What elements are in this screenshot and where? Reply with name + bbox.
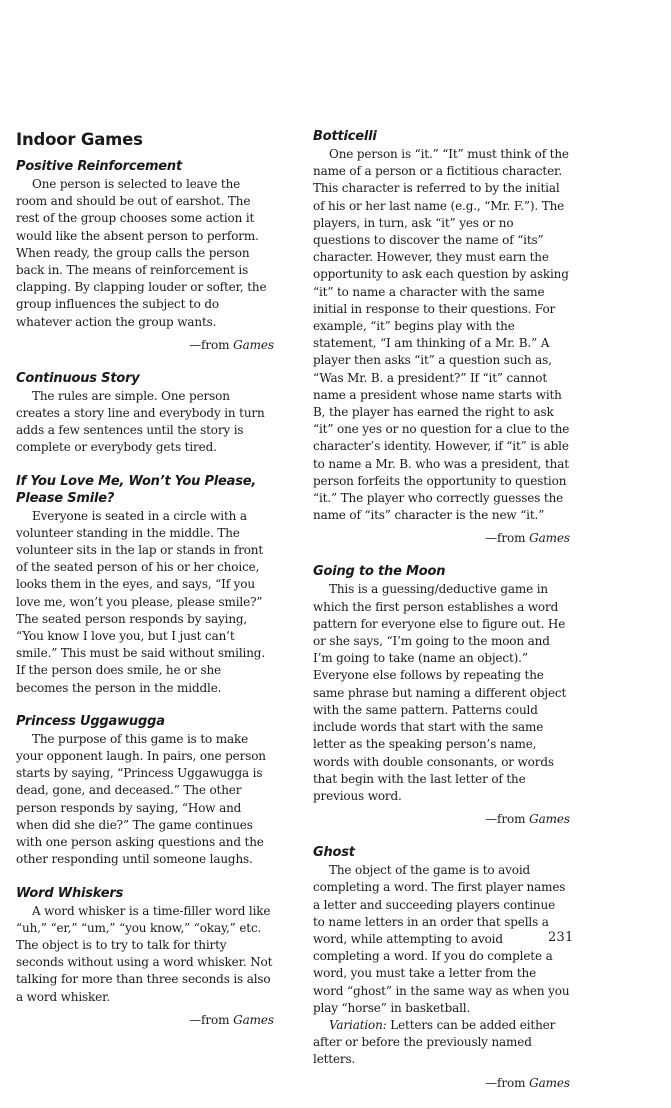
credit-prefix: —from (189, 337, 234, 352)
game-description: One person is selected to leave the room and should be out of earshot. The rest of the group chooses some action it would like the absent person to perform. When ready, the group calls the person back in. The means of reinforcement is clapping. By clapping louder or softer, the group influences the subject to do whatever action the group wants. (16, 177, 267, 329)
game-word-whiskers (16, 885, 274, 1029)
game-credit (313, 530, 570, 547)
credit-prefix: —from (485, 1075, 530, 1090)
game-description: This is a guessing/deductive game in which the first person establishes a word pattern for everyone else to figure out. He or she says, “I’m going to the moon and I’m going to take (name an object).” Everyone else follows by repeating the same phrase but naming a different object with the same pattern. Patterns could include words that start with the same letter as the speaking person’s name, words with double consonants, or words that begin with the last letter of the previous word. (313, 582, 567, 803)
game-princess-uggawugga (16, 713, 274, 869)
credit-source: Games (233, 1012, 274, 1027)
game-title: Positive Reinforcement (16, 159, 182, 174)
variation-text: Letters can be added either after or before the previously named letters. (313, 1017, 556, 1067)
game-description: The rules are simple. One person creates a story line and everybody in turn adds a few sentences until the story is complete or everybody gets tired. (16, 388, 265, 455)
game-title: Continuous Story (16, 370, 140, 386)
credit-source: Games (529, 812, 570, 827)
game-title: Princess Uggawugga (16, 713, 165, 729)
game-credit (16, 337, 274, 354)
game-title: Ghost (313, 845, 355, 861)
game-description: A word whisker is a time-filler word like “uh,” “er,” “um,” “you know,” “okay,” etc. The object is to try to talk for thirty seconds without using a word whisker. Not talking for more than three seconds is also a word whisker. (16, 903, 273, 1004)
game-title: Going to the Moon (313, 564, 446, 580)
game-credit (313, 1075, 570, 1092)
game-continuous-story (16, 370, 274, 457)
game-positive-reinforcement (16, 158, 274, 354)
game-title: Botticelli (313, 129, 377, 144)
game-credit (16, 1012, 274, 1029)
game-if-you-love-me (16, 473, 274, 697)
credit-prefix: —from (485, 812, 530, 827)
game-description: One person is “it.” “It” must think of the name of a person or a fictitious character. This character is referred to by the initial of his or her last name (e.g., “Mr. F.”). The players, in turn, ask “it” yes or no questions to discover the name of “its” character. However, they must earn the opportunity to ask each question by asking “it” to name a character with the same initial in response to their questions. For example, “it” begins play with the statement, “I am thinking of a Mr. B.” A player then asks “it” a question such as, “Was Mr. B. a president?” If “it” cannot name a president whose name starts with B, the player has earned the right to ask “it” one yes or no question for a clue to the character’s identity. However, if “it” is able to name a Mr. B. who was a president, that person forfeits the opportunity to question “it.” The player who correctly guesses the name of “its” character is the new “it.” (313, 147, 570, 523)
game-going-to-the-moon (313, 563, 570, 828)
page-number: 231 (548, 930, 574, 945)
game-credit (313, 811, 570, 828)
credit-source: Games (529, 1075, 570, 1090)
game-botticelli (313, 128, 570, 547)
game-variation (313, 1017, 570, 1069)
game-title: Word Whiskers (16, 885, 124, 901)
credit-prefix: —from (485, 531, 530, 546)
left-column (16, 122, 274, 1045)
credit-source: Games (529, 531, 570, 546)
game-ghost (313, 844, 570, 1091)
game-description: Everyone is seated in a circle with a volunteer standing in the middle. The volunteer sits in the lap or stands in front of the seated person of his or her choice, looks them in the eyes, and says, “If you love me, won’t you please, please smile?” The seated person responds by saying, “You know I love you, but I just can’t smile.” This must be said without smiling. If the person does smile, he or she becomes the person in the middle. (16, 508, 265, 695)
section-title: Indoor Games (16, 130, 143, 149)
game-description: The purpose of this game is to make your opponent laugh. In pairs, one person starts by saying, “Princess Uggawugga is dead, gone, and deceased.” The other person responds by saying, “How and when did she die?” The game continues with one person asking questions and the other responding until someone laughs. (16, 731, 266, 867)
credit-prefix: —from (189, 1012, 234, 1027)
game-title: If You Love Me, Won’t You Please, Please Smile? (16, 473, 257, 506)
credit-source: Games (233, 337, 274, 352)
right-column (313, 128, 570, 1108)
variation-label: Variation: (329, 1017, 387, 1032)
game-description: The object of the game is to avoid completing a word. The first player names a letter and succeeding players continue to name letters in an order that spells a word, while attempting to avoid completing a word. If you do complete a word, you must take a letter from the word “ghost” in the same way as when you play “horse” in basketball. (313, 863, 570, 1015)
